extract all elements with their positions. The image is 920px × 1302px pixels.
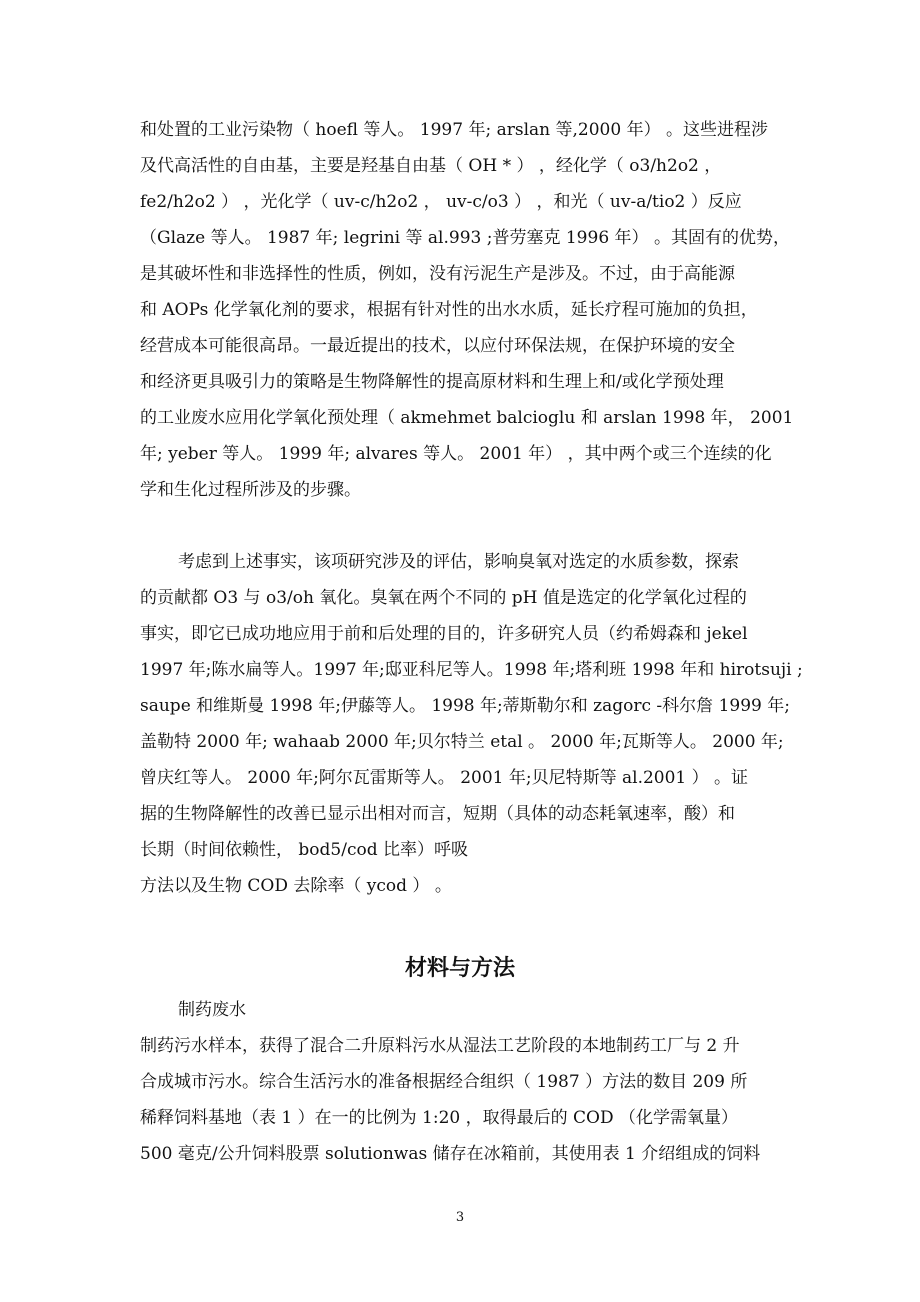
paragraph-1-line: 和处置的工业污染物（ hoefl 等人。 1997 年; arslan 等,2000 年） 。这些进程涉 [140, 120, 768, 140]
paragraph-2-line: 据的生物降解性的改善已显示出相对而言，短期（具体的动态耗氧速率，酸）和 [140, 804, 735, 824]
subheading: 制药废水 [178, 1000, 246, 1020]
paragraph-2-line: 方法以及生物 COD 去除率（ ycod ） 。 [140, 876, 452, 896]
page-number: 3 [455, 1210, 465, 1225]
paragraph-1-line: fe2/h2o2 ） ，光化学（ uv-c/h2o2 ， uv-c/o3 ） ，和光（ uv-a/tio2 ）反应 [140, 192, 742, 212]
paragraph-1-line: 年; yeber 等人。 1999 年; alvares 等人。 2001 年） ，其中两个或三个连续的化 [140, 444, 772, 464]
paragraph-1-line: 经营成本可能很高昂。一最近提出的技术，以应付环保法规，在保护环境的安全 [140, 336, 735, 356]
paragraph-1-line: 的工业废水应用化学氧化预处理（ akmehmet balcioglu 和 arslan 1998 年， 2001 [140, 408, 794, 428]
paragraph-2-line: 的贡献都 O3 与 o3/oh 氧化。臭氧在两个不同的 pH 值是选定的化学氧化过程的 [140, 588, 747, 608]
paragraph-3-line: 制药污水样本，获得了混合二升原料污水从湿法工艺阶段的本地制药工厂与 2 升 [140, 1036, 740, 1056]
paragraph-3-line: 合成城市污水。综合生活污水的准备根据经合组织（ 1987 ）方法的数目 209 所 [140, 1072, 748, 1092]
paragraph-1-line: 是其破坏性和非选择性的性质，例如，没有污泥生产是涉及。不过，由于高能源 [140, 264, 735, 284]
paragraph-2-line: saupe 和维斯曼 1998 年;伊藤等人。 1998 年;蒂斯勒尔和 zagorc -科尔詹 1999 年; [140, 696, 790, 716]
paragraph-1-line: （Glaze 等人。 1987 年; legrini 等 al.993 ;普劳塞克 1996 年） 。其固有的优势， [140, 228, 790, 248]
paragraph-2-line: 1997 年;陈水扁等人。1997 年;邸亚科尼等人。1998 年;塔利班 1998 年和 hirotsuji ; [140, 660, 803, 680]
paragraph-1-line: 及代高活性的自由基，主要是羟基自由基（ OH * ） ，经化学（ o3/h2o2 ， [140, 156, 722, 176]
paragraph-2-line: 考虑到上述事实，该项研究涉及的评估，影响臭氧对选定的水质参数，探索 [178, 552, 739, 572]
paragraph-1-line: 和 AOPs 化学氧化剂的要求，根据有针对性的出水水质，延长疗程可施加的负担， [140, 300, 758, 320]
paragraph-3-line: 稀释饲料基地（表 1 ）在一的比例为 1:20 ，取得最后的 COD （化学需氧量） [140, 1108, 738, 1128]
paragraph-2-line: 事实，即它已成功地应用于前和后处理的目的，许多研究人员（约希姆森和 jekel [140, 624, 748, 644]
paragraph-3-line: 500 毫克/公升饲料股票 solutionwas 储存在冰箱前，其使用表 1 介绍组成的饲料 [140, 1144, 761, 1164]
paragraph-2-line: 曾庆红等人。 2000 年;阿尔瓦雷斯等人。 2001 年;贝尼特斯等 al.2001 ） 。证 [140, 768, 749, 788]
section-heading: 材料与方法 [404, 956, 515, 981]
paragraph-1-line: 学和生化过程所涉及的步骤。 [140, 480, 361, 500]
paragraph-2-line: 盖勒特 2000 年; wahaab 2000 年;贝尔特兰 etal 。 2000 年;瓦斯等人。 2000 年; [140, 732, 784, 752]
paragraph-2-line: 长期（时间依赖性， bod5/cod 比率）呼吸 [140, 840, 468, 860]
paragraph-1-line: 和经济更具吸引力的策略是生物降解性的提高原材料和生理上和/或化学预处理 [140, 372, 724, 392]
